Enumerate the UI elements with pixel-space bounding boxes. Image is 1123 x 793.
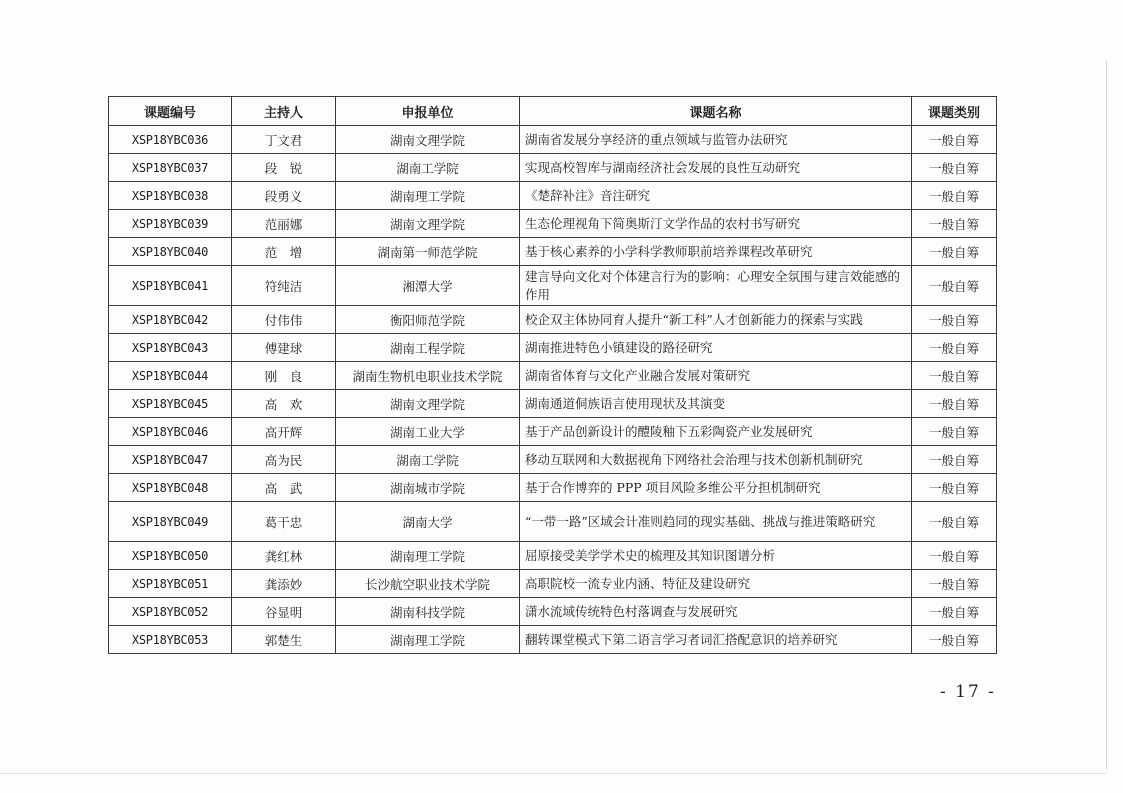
cell-category: 一般自筹 [912,474,997,502]
cell-title: 基于核心素养的小学科学教师职前培养课程改革研究 [520,238,912,266]
cell-category: 一般自筹 [912,626,997,654]
cell-code: XSP18YBC040 [109,238,232,266]
table-row [109,182,997,210]
cell-title: 翻转课堂模式下第二语言学习者词汇搭配意识的培养研究 [520,626,912,654]
table-body [109,126,997,654]
cell-code: XSP18YBC047 [109,446,232,474]
cell-host: 付伟伟 [232,306,336,334]
cell-category: 一般自筹 [912,334,997,362]
header-unit: 申报单位 [336,97,520,126]
cell-code: XSP18YBC051 [109,570,232,598]
cell-unit: 湖南文理学院 [336,390,520,418]
cell-title: 生态伦理视角下简奥斯汀文学作品的农村书写研究 [520,210,912,238]
cell-host: 郭楚生 [232,626,336,654]
table-row [109,626,997,654]
cell-unit: 湘潭大学 [336,266,520,306]
cell-title: 实现高校智库与湖南经济社会发展的良性互动研究 [520,154,912,182]
cell-code: XSP18YBC050 [109,542,232,570]
cell-host: 高 欢 [232,390,336,418]
table-row [109,502,997,542]
cell-title: 高职院校一流专业内涵、特征及建设研究 [520,570,912,598]
cell-title: “一带一路”区域会计准则趋同的现实基础、挑战与推进策略研究 [520,502,912,542]
cell-unit: 湖南理工学院 [336,626,520,654]
table-row [109,570,997,598]
cell-host: 高 武 [232,474,336,502]
cell-unit: 湖南生物机电职业技术学院 [336,362,520,390]
cell-category: 一般自筹 [912,502,997,542]
cell-category: 一般自筹 [912,126,997,154]
table-row [109,334,997,362]
cell-host: 龚添妙 [232,570,336,598]
cell-title: 湖南推进特色小镇建设的路径研究 [520,334,912,362]
cell-category: 一般自筹 [912,182,997,210]
cell-host: 葛干忠 [232,502,336,542]
cell-category: 一般自筹 [912,266,997,306]
cell-code: XSP18YBC038 [109,182,232,210]
cell-code: XSP18YBC048 [109,474,232,502]
cell-unit: 湖南理工学院 [336,542,520,570]
cell-code: XSP18YBC046 [109,418,232,446]
cell-code: XSP18YBC052 [109,598,232,626]
cell-unit: 湖南大学 [336,502,520,542]
cell-unit: 衡阳师范学院 [336,306,520,334]
table-row [109,446,997,474]
cell-host: 龚红林 [232,542,336,570]
cell-title: 湖南省体育与文化产业融合发展对策研究 [520,362,912,390]
cell-category: 一般自筹 [912,570,997,598]
table-row [109,418,997,446]
page-number: - 17 - [940,682,996,702]
cell-host: 范 增 [232,238,336,266]
cell-category: 一般自筹 [912,238,997,266]
header-code: 课题编号 [109,97,232,126]
cell-code: XSP18YBC039 [109,210,232,238]
cell-host: 符纯洁 [232,266,336,306]
header-host: 主持人 [232,97,336,126]
cell-unit: 长沙航空职业技术学院 [336,570,520,598]
table-row [109,598,997,626]
cell-host: 刚 良 [232,362,336,390]
table-row [109,210,997,238]
page-edge-right [1106,60,1107,770]
table-row [109,154,997,182]
cell-code: XSP18YBC042 [109,306,232,334]
table-row [109,266,997,306]
cell-category: 一般自筹 [912,598,997,626]
cell-unit: 湖南城市学院 [336,474,520,502]
table-row [109,126,997,154]
cell-unit: 湖南工业大学 [336,418,520,446]
table-row [109,474,997,502]
cell-category: 一般自筹 [912,362,997,390]
cell-title: 湖南通道侗族语言使用现状及其演变 [520,390,912,418]
cell-title: 移动互联网和大数据视角下网络社会治理与技术创新机制研究 [520,446,912,474]
cell-host: 丁文君 [232,126,336,154]
table-row [109,542,997,570]
cell-title: 《楚辞补注》音注研究 [520,182,912,210]
cell-host: 段勇义 [232,182,336,210]
cell-code: XSP18YBC045 [109,390,232,418]
cell-code: XSP18YBC049 [109,502,232,542]
table-row [109,362,997,390]
header-title: 课题名称 [520,97,912,126]
cell-category: 一般自筹 [912,210,997,238]
cell-unit: 湖南文理学院 [336,126,520,154]
header-category: 课题类别 [912,97,997,126]
cell-host: 谷显明 [232,598,336,626]
cell-category: 一般自筹 [912,306,997,334]
cell-host: 范丽娜 [232,210,336,238]
cell-host: 高为民 [232,446,336,474]
cell-unit: 湖南工程学院 [336,334,520,362]
cell-host: 段 锐 [232,154,336,182]
cell-host: 傅建球 [232,334,336,362]
cell-unit: 湖南科技学院 [336,598,520,626]
cell-title: 湖南省发展分享经济的重点领域与监管办法研究 [520,126,912,154]
cell-title: 校企双主体协同育人提升“新工科”人才创新能力的探索与实践 [520,306,912,334]
cell-title: 基于合作博弈的 PPP 项目风险多维公平分担机制研究 [520,474,912,502]
cell-code: XSP18YBC043 [109,334,232,362]
cell-title: 建言导向文化对个体建言行为的影响：心理安全氛围与建言效能感的作用 [520,266,912,306]
cell-code: XSP18YBC041 [109,266,232,306]
cell-unit: 湖南工学院 [336,446,520,474]
cell-category: 一般自筹 [912,418,997,446]
cell-code: XSP18YBC037 [109,154,232,182]
cell-category: 一般自筹 [912,154,997,182]
cell-category: 一般自筹 [912,542,997,570]
table-row [109,238,997,266]
table-row [109,306,997,334]
cell-code: XSP18YBC053 [109,626,232,654]
cell-code: XSP18YBC044 [109,362,232,390]
table-header-row [109,97,997,126]
cell-host: 高开辉 [232,418,336,446]
cell-unit: 湖南理工学院 [336,182,520,210]
cell-code: XSP18YBC036 [109,126,232,154]
cell-category: 一般自筹 [912,446,997,474]
cell-unit: 湖南工学院 [336,154,520,182]
cell-category: 一般自筹 [912,390,997,418]
cell-title: 屈原接受美学学术史的梳理及其知识图谱分析 [520,542,912,570]
cell-title: 潇水流域传统特色村落调查与发展研究 [520,598,912,626]
cell-title: 基于产品创新设计的醴陵釉下五彩陶瓷产业发展研究 [520,418,912,446]
table-row [109,390,997,418]
page-edge-bottom [0,773,1106,774]
cell-unit: 湖南文理学院 [336,210,520,238]
project-table [108,96,997,654]
cell-unit: 湖南第一师范学院 [336,238,520,266]
